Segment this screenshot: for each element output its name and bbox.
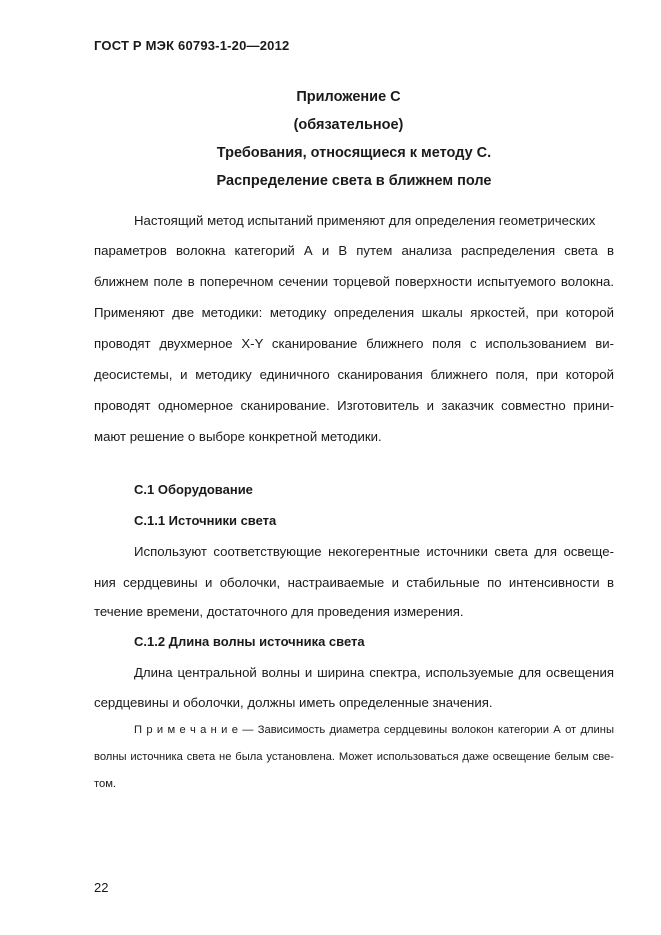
- document-header: ГОСТ Р МЭК 60793-1-20—2012: [94, 38, 290, 53]
- note-line: том.: [94, 778, 117, 790]
- section-c11-line: течение времени, достаточного для проведения измерения.: [94, 604, 464, 619]
- intro-paragraph: [94, 0, 614, 935]
- appendix-heading-line-2: Распределение света в ближнем поле: [216, 173, 492, 189]
- section-c11-line: Используют соответствующие некогерентные источники света для освеще-: [134, 544, 614, 559]
- intro-line: Применяют две методики: методику определения шкалы яркостей, при которой: [94, 305, 614, 320]
- appendix-title: Приложение С: [296, 89, 401, 105]
- appendix-heading-line-1: Требования, относящиеся к методу С.: [216, 145, 492, 161]
- intro-line: Настоящий метод испытаний применяют для определения геометрических: [134, 213, 596, 228]
- section-c12-line: сердцевины и оболочки, должны иметь определенные значения.: [94, 695, 493, 710]
- intro-line: параметров волокна категорий А и В путем анализа распределения света в: [94, 243, 614, 258]
- section-c12-title: С.1.2 Длина волны источника света: [134, 634, 365, 649]
- appendix-status: (обязательное): [293, 117, 404, 133]
- section-c11-line: ния сердцевины и оболочки, настраиваемые и стабильные по интенсивности в: [94, 575, 614, 590]
- note-line: П р и м е ч а н и е — Зависимость диаметра сердцевины волокон категории А от длины: [134, 724, 614, 736]
- page-number: 22: [94, 880, 109, 895]
- section-c11-title: С.1.1 Источники света: [134, 513, 277, 528]
- intro-line: проводят одномерное сканирование. Изготовитель и заказчик совместно прини-: [94, 398, 614, 413]
- intro-line: мают решение о выборе конкретной методики.: [94, 429, 382, 444]
- section-c1-title: С.1 Оборудование: [134, 482, 253, 497]
- note-line: волны источника света не была установлена. Может использоваться даже освещение белым све-: [94, 751, 614, 763]
- intro-line: деосистемы, и методику единичного сканирования ближнего поля, при которой: [94, 367, 614, 382]
- section-c12-line: Длина центральной волны и ширина спектра, используемые для освещения: [134, 665, 614, 680]
- intro-line: ближнем поле в поперечном сечении торцевой поверхности испытуемого волокна.: [94, 274, 614, 289]
- intro-line: проводят двухмерное X-Y сканирование ближнего поля с использованием ви-: [94, 336, 614, 351]
